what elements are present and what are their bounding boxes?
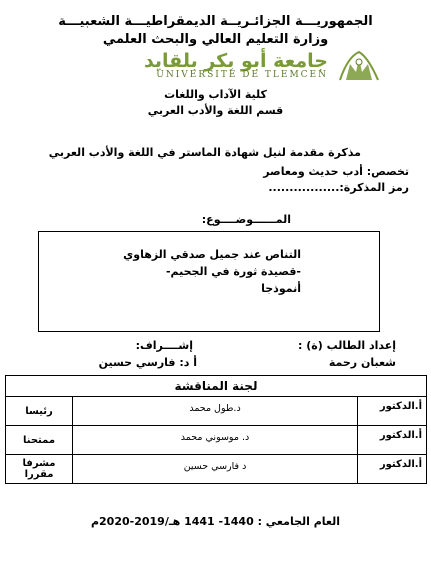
- university-logo: [35, 50, 390, 82]
- university-emblem-icon: [336, 50, 382, 82]
- member-name: د فارسي حسين: [73, 455, 358, 484]
- faculty-name: كلية الآداب واللغات: [164, 88, 267, 101]
- committee-title: لجنة المناقشة: [6, 376, 427, 397]
- topic-label: المــــــوضــــوع:: [201, 213, 291, 226]
- student-name: شعبان رحمة: [328, 356, 396, 369]
- republic-title: الجمهوريـــة الجزائـريــة الديمقراطيـــة الشعبيـــة: [58, 14, 373, 29]
- table-row: [6, 397, 427, 426]
- thesis-code: رمز المذكرة:.................: [268, 181, 409, 194]
- table-row: [6, 426, 427, 455]
- committee-table: [5, 375, 427, 484]
- prepared-by-label: إعداد الطالب (ة) :: [297, 339, 396, 352]
- table-row: [6, 455, 427, 484]
- logo-arabic-name: جامعة أبو بكر بلقايد: [143, 50, 328, 72]
- logo-latin-name: UNIVERSITÉ DE TLEMCEN: [156, 70, 328, 80]
- topic-line-2: -قصيدة ثورة في الجحيم-: [165, 265, 301, 278]
- topic-line-1: التناص عند جميل صدقي الزهاوي: [123, 248, 301, 261]
- thesis-intro: مذكرة مقدمة لنيل شهادة الماستر في اللغة والأدب العربي: [48, 146, 361, 159]
- member-role: أ.الدكتور: [358, 397, 427, 426]
- member-capacity: ممتحنا: [6, 426, 73, 455]
- member-name: د.طول محمد: [73, 397, 358, 426]
- academic-year: العام الجامعي : 1440- 1441 هـ/2019-2020م: [90, 515, 341, 528]
- department-name: قسم اللغة والأدب العربي: [147, 104, 284, 117]
- member-role: أ.الدكتور: [358, 426, 427, 455]
- supervision-label: إشــــراف:: [135, 339, 193, 352]
- ministry-title: وزارة التعليم العالي والبحث العلمي: [102, 32, 329, 47]
- member-name: د. موسوني محمد: [73, 426, 358, 455]
- topic-box: [38, 231, 380, 332]
- supervisor-name: أ د: فارسي حسين: [98, 356, 197, 369]
- topic-line-3: أنموذجا: [261, 282, 301, 295]
- specialization: تخصص: أدب حديث ومعاصر: [263, 165, 409, 178]
- member-role: أ.الدكتور: [358, 455, 427, 484]
- member-capacity: مشرفا مقررا: [6, 455, 73, 484]
- member-capacity: رئيسا: [6, 397, 73, 426]
